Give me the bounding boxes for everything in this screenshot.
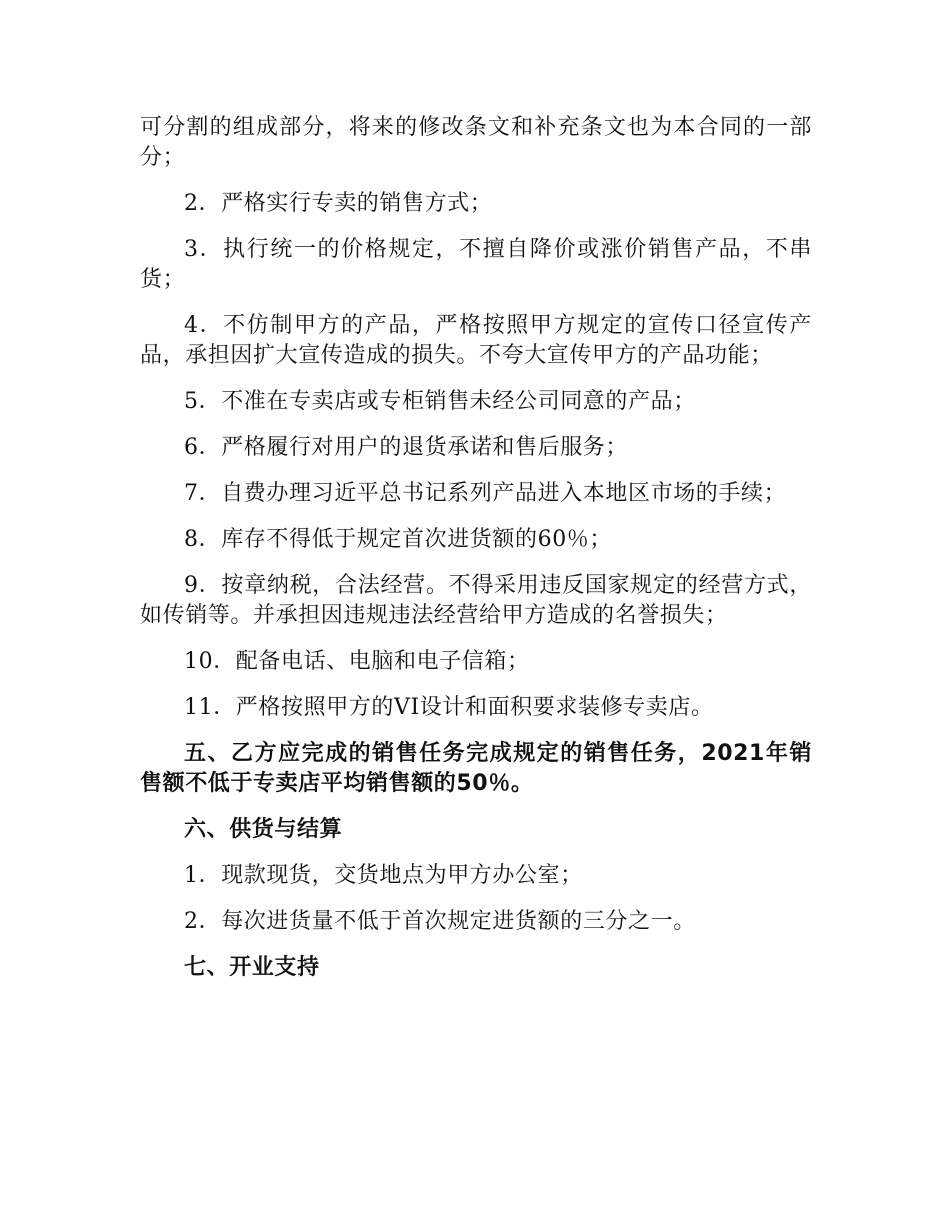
clause-9: 9．按章纳税，合法经营。不得采用违反国家规定的经营方式，如传销等。并承担因违规违法经营给甲方造成的名誉损失；: [140, 573, 812, 628]
clause-10: 10．配备电话、电脑和电子信箱；: [184, 649, 530, 674]
section-5-heading: 五、乙方应完成的销售任务完成规定的销售任务，2021年销售额不低于专卖店平均销售额的50％。: [140, 741, 812, 796]
clause-3: 3．执行统一的价格规定，不擅自降价或涨价销售产品，不串货；: [140, 237, 812, 292]
clause-2: 2．严格实行专卖的销售方式；: [184, 191, 493, 216]
clause-6: 6．严格履行对用户的退货承诺和售后服务；: [184, 435, 628, 460]
supply-clause-1: 1．现款现货，交货地点为甲方办公室；: [184, 863, 583, 888]
document-page: [140, 113, 812, 999]
clause-8: 8．库存不得低于规定首次进货额的60％；: [184, 527, 612, 552]
clause-5: 5．不准在专卖店或专柜销售未经公司同意的产品；: [184, 389, 696, 414]
clause-11: 11．严格按照甲方的VI设计和面积要求装修专卖店。: [184, 695, 714, 720]
clause-4: 4．不仿制甲方的产品，严格按照甲方规定的宣传口径宣传产品，承担因扩大宣传造成的损失。不夸大宣传甲方的产品功能；: [140, 313, 812, 368]
supply-clause-2: 2．每次进货量不低于首次规定进货额的三分之一。: [184, 909, 696, 934]
section-7-heading: 七、开业支持: [184, 955, 320, 980]
paragraph-continuation: 可分割的组成部分，将来的修改条文和补充条文也为本合同的一部分；: [140, 115, 812, 170]
section-6-heading: 六、供货与结算: [184, 817, 343, 842]
clause-7: 7．自费办理习近平总书记系列产品进入本地区市场的手续；: [184, 481, 787, 506]
